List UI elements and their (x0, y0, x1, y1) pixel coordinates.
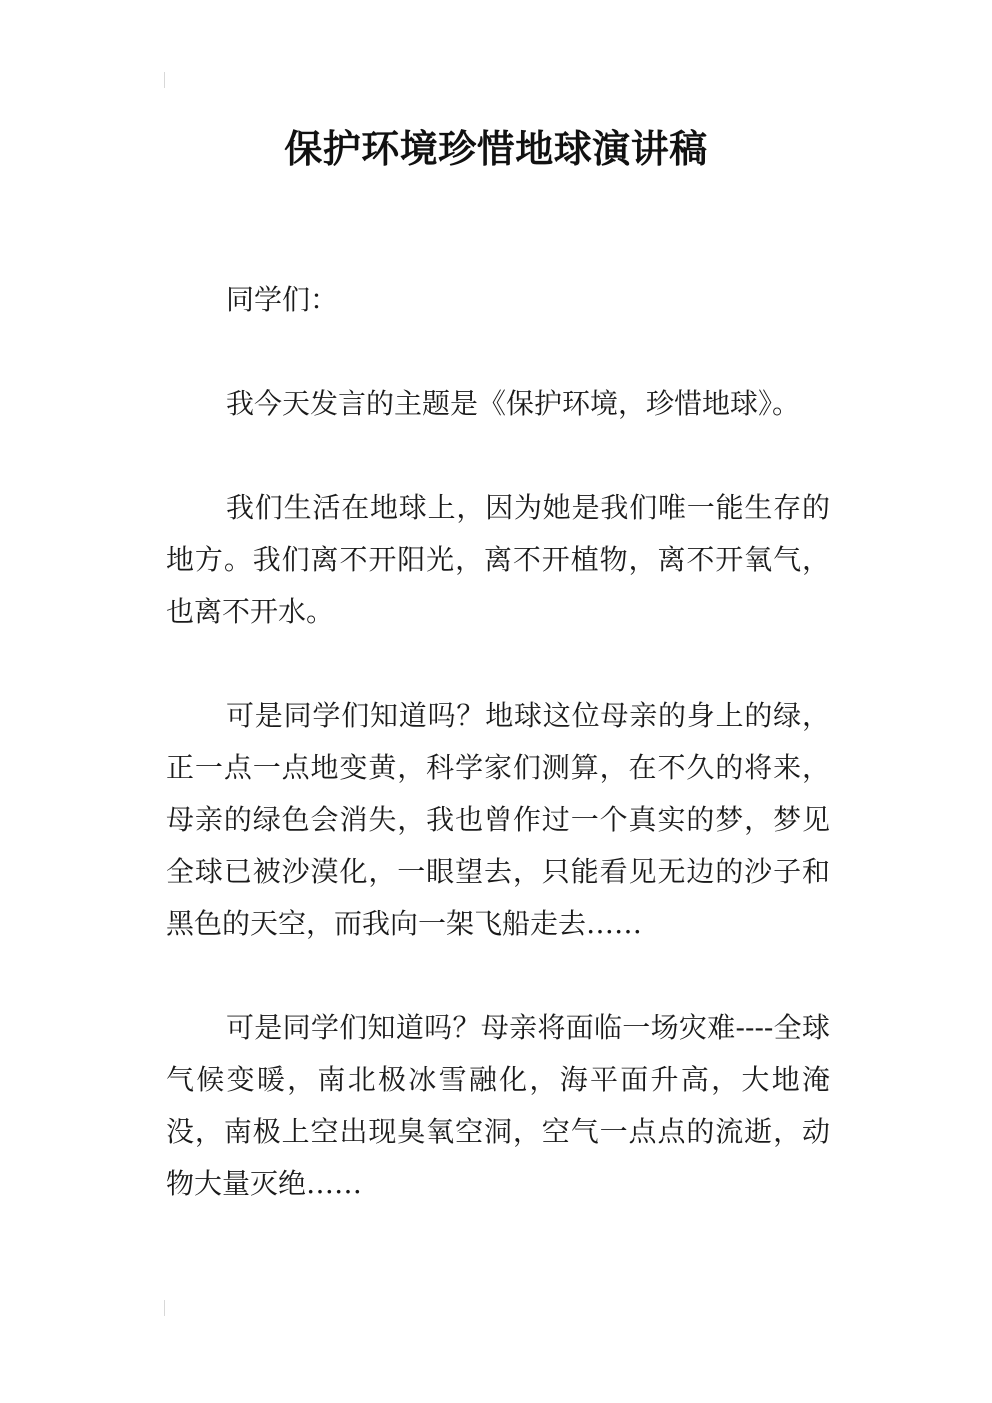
document-title: 保护环境珍惜地球演讲稿 (284, 127, 708, 171)
page-margin-mark-top (164, 72, 165, 88)
body-paragraph: 可是同学们知道吗？地球这位母亲的身上的绿，正一点一点地变黄，科学家们测算，在不久的将来，母亲的绿色会消失，我也曾作过一个真实的梦，梦见全球已被沙漠化，一眼望去，只能看见无边的沙子和黑色的天空，而我向一架飞船走去…… (166, 699, 830, 940)
page-margin-mark-bottom (164, 1300, 165, 1316)
document-body (166, 274, 830, 1262)
body-paragraph: 我们生活在地球上，因为她是我们唯一能生存的地方。我们离不开阳光，离不开植物，离不开氧气，也离不开水。 (166, 491, 830, 628)
body-paragraph: 可是同学们知道吗？母亲将面临一场灾难----全球气候变暖，南北极冰雪融化，海平面升高，大地淹没，南极上空出现臭氧空洞，空气一点点的流逝，动物大量灭绝…… (166, 1011, 830, 1200)
topic-paragraph: 我今天发言的主题是《保护环境，珍惜地球》。 (226, 387, 801, 420)
greeting-paragraph: 同学们： (226, 283, 339, 316)
